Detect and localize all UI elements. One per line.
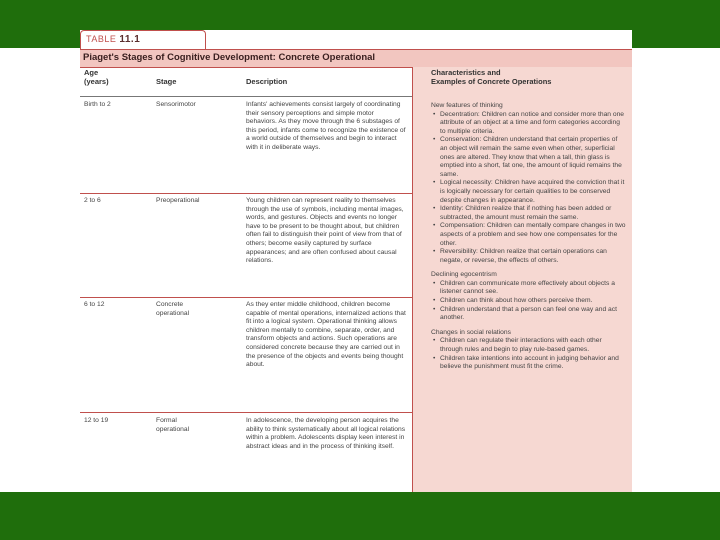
- list-item: • Conservation: Children understand that certain properties of an object will remain the same even when other, superficial ones are altered. They know that when a tall, thin glass is emptied into a short, fat one, the amount of liquid remains the same.: [433, 136, 622, 178]
- list-item: • Compensation: Children can mentally compare changes in two aspects of a problem and see how one compensates for the other.: [433, 222, 626, 247]
- title-bar: [80, 49, 632, 68]
- header-stage: Stage: [156, 77, 177, 86]
- list-item: • Reversibility: Children realize that certain operations can negate, or reverse, the effects of others.: [433, 248, 607, 264]
- header-characteristics: Characteristics and Examples of Concrete Operations: [431, 68, 552, 86]
- section-heading: Declining egocentrism: [431, 271, 497, 279]
- row-2-age: 2 to 6: [84, 197, 101, 204]
- row-divider: [80, 193, 412, 194]
- list-item: • Logical necessity: Children have acquired the conviction that it is logically necessary for certain qualities to be conserved despite changes in appearance.: [433, 179, 625, 204]
- table-tab: [80, 30, 206, 49]
- table-number: 11.1: [119, 34, 141, 45]
- row-3-age: 6 to 12: [84, 301, 105, 308]
- list-item: • Children understand that a person can feel one way and act another.: [433, 305, 617, 322]
- row-1-age: Birth to 2: [84, 101, 111, 108]
- row-3-description: As they enter middle childhood, children become capable of mental operations, internalized actions that fit into a logical system. Operational thinking allows children mentally to combine, separate, order, and transform objects and actions. Such operations are considered concrete because they are carried out in the presence of the objects and events being thought about.: [246, 301, 406, 369]
- list-item: • Children can think about how others perceive them.: [433, 297, 593, 305]
- table-document: [80, 30, 632, 494]
- row-4-age: 12 to 19: [84, 417, 109, 424]
- header-age: Age (years): [84, 68, 109, 86]
- header-description: Description: [246, 77, 288, 86]
- column-divider: [412, 67, 413, 494]
- header-divider: [80, 96, 412, 97]
- list-item: • Decentration: Children can notice and consider more than one attribute of an object at a time and form categories according to multiple criteria.: [433, 110, 625, 135]
- row-4-stage: Formal operational: [156, 417, 190, 433]
- table-title: Piaget's Stages of Cognitive Development: Concrete Operational: [83, 52, 376, 63]
- characteristics-column: [431, 102, 626, 372]
- section-heading: New features of thinking: [431, 102, 503, 109]
- list-item: • Children can regulate their interactions with each other through rules and begin to play rule-based games.: [433, 337, 602, 354]
- list-item: • Children can communicate more effectively about objects a listener cannot see.: [433, 279, 615, 296]
- row-divider: [80, 412, 412, 413]
- row-4-description: In adolescence, the developing person acquires the ability to think systematically about all logical relations within a problem. Adolescents display keen interest in abstract ideas and in the process of thinking itself.: [246, 417, 406, 450]
- row-2-description: Young children can represent reality to themselves through the use of symbols, including mental images, words, and gestures. Objects and events no longer have to be present to be thought about, but children often fail to distinguish their point of view from that of others; become easily captured by surface appearances; and are often confused about causal relations.: [246, 197, 404, 265]
- table-label: TABLE: [86, 34, 117, 44]
- section-heading: Changes in social relations: [431, 328, 511, 336]
- row-divider: [80, 297, 412, 298]
- list-item: • Identity: Children realize that if nothing has been added or subtracted, the amount must remain the same.: [433, 205, 612, 221]
- row-2-stage: Preoperational: [156, 197, 200, 204]
- row-1-stage: Sensorimotor: [156, 101, 196, 108]
- bottom-green-band: [0, 492, 720, 540]
- row-3-stage: Concrete operational: [156, 301, 190, 317]
- list-item: • Children take intentions into account in judging behavior and believe the punishment must fit the crime.: [433, 354, 619, 371]
- row-1-description: Infants' achievements consist largely of coordinating their sensory perceptions and simple motor behaviors. As they move through the 6 substages of this period, infants come to recognize the existence of a world outside of themselves and begin to interact with it in deliberate ways.: [246, 101, 406, 151]
- table-tab-label: [86, 34, 140, 45]
